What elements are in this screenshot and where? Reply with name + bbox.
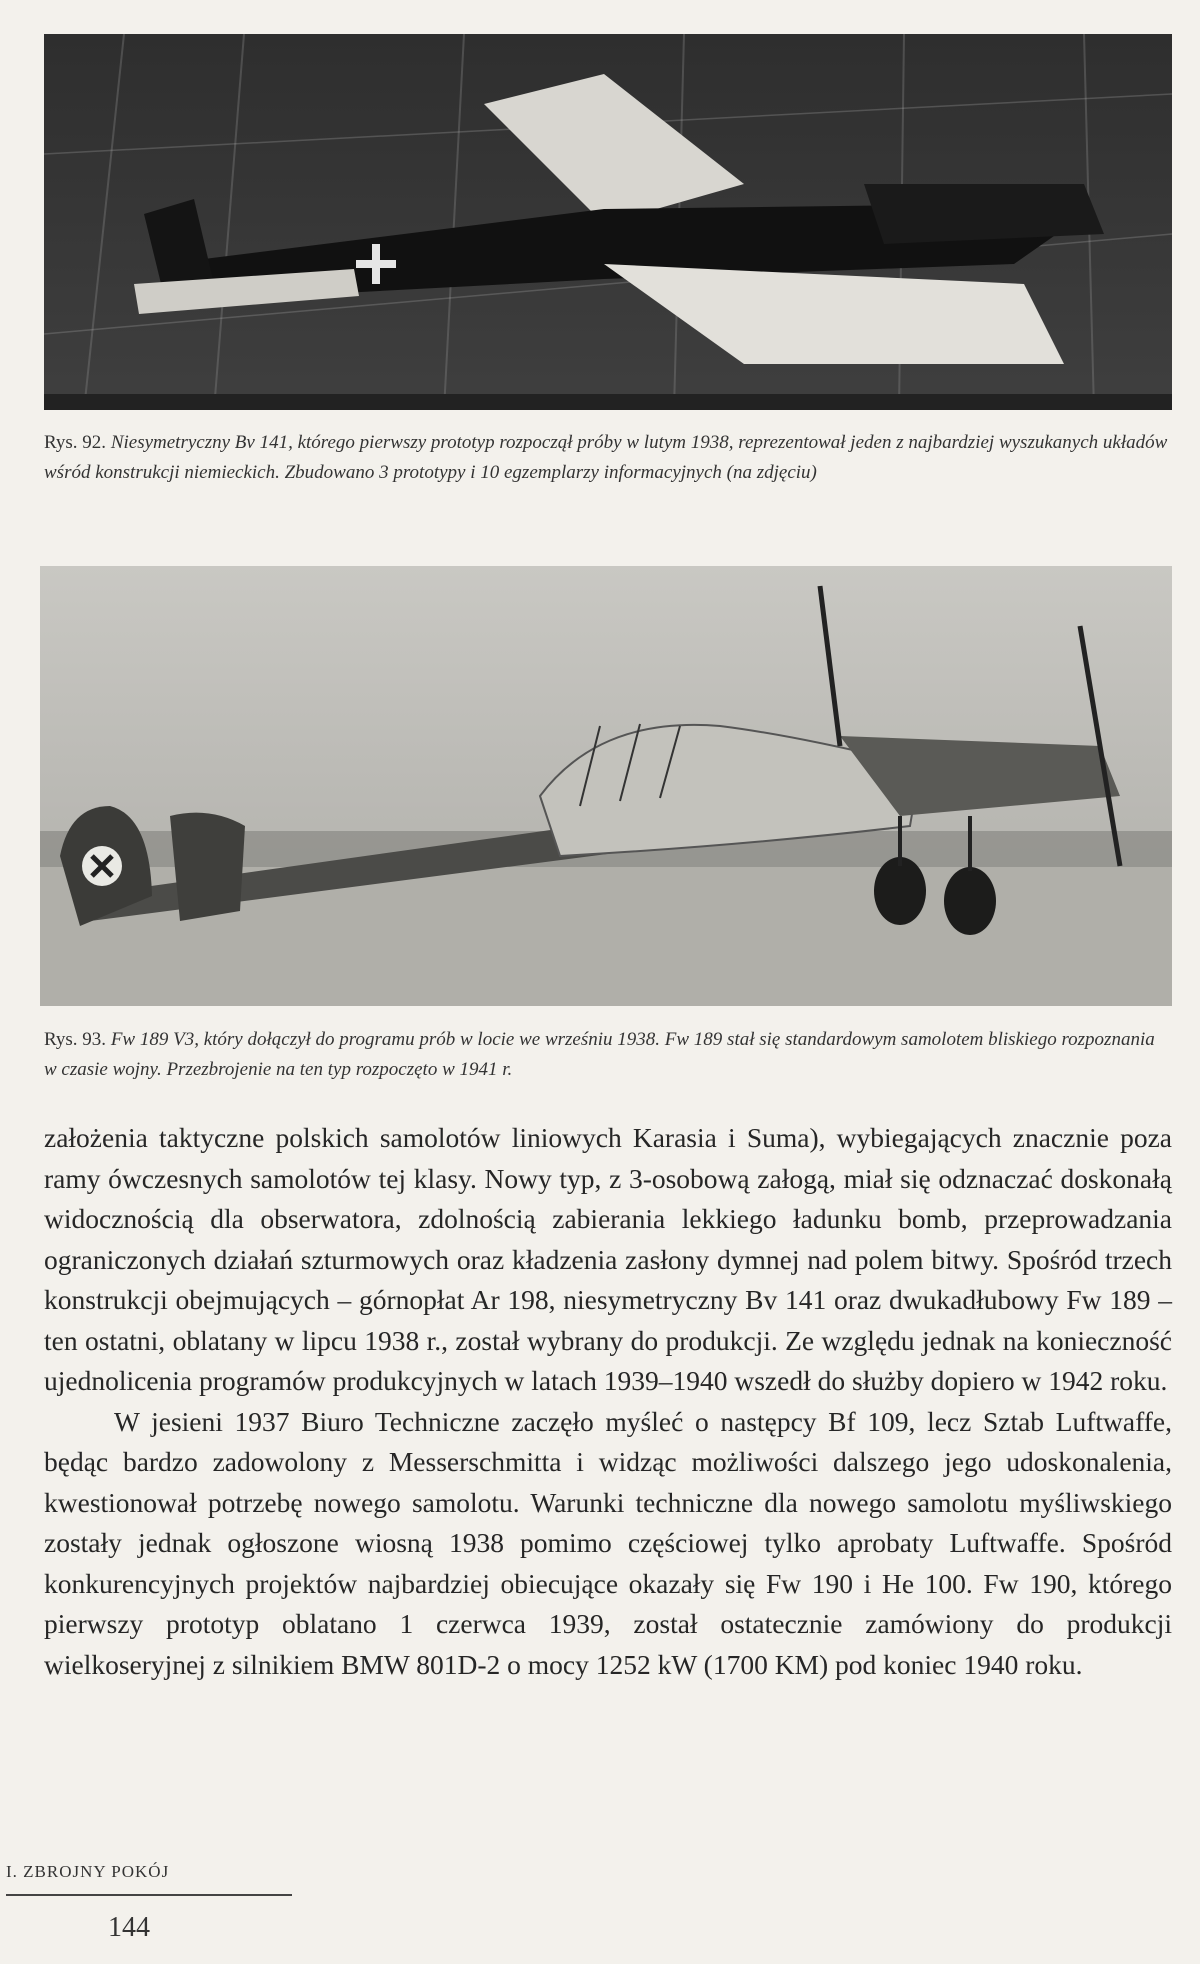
figure-caption-93: [44, 1025, 1172, 1085]
paragraph: założenia taktyczne polskich samolotów liniowych Karasia i Suma), wybiegających znacznie poza ramy ówczesnych samolotów tej klasy. Nowy typ, z 3-osobową załogą, miał się odznaczać doskonałą widocznością dla obserwatora, zdolnością zabierania lekkiego ładunku bomb, przeprowadzania ograniczonych działań szturmowych oraz kładzenia zasłony dymnej nad polem bitwy. Spośród trzech konstrukcji obejmujących – górnopłat Ar 198, niesymetryczny Bv 141 oraz dwukadłubowy Fw 189 – ten ostatni, oblatany w lipcu 1938 r., został wybrany do produkcji. Ze względu jednak na konieczność ujednolicenia programów produkcyjnych w latach 1939–1940 wszedł do służby dopiero w 1942 roku.: [44, 1122, 1172, 1396]
figure-caption-92: [44, 428, 1172, 488]
footer-divider: [6, 1894, 292, 1896]
caption-label: Rys. 92.: [44, 432, 107, 453]
photo-fw189-aircraft: [40, 566, 1172, 1006]
photo-bv141-aircraft: [44, 34, 1172, 410]
caption-text: Niesymetryczny Bv 141, którego pierwszy prototyp rozpoczął próby w lutym 1938, reprezentował jeden z najbardziej wyszukanych układów wśród konstrukcji niemieckich. Zbudowano 3 prototypy i 10 egzemplarzy informacyjnych (na zdjęciu): [44, 432, 1168, 483]
paragraph: W jesieni 1937 Biuro Techniczne zaczęło myśleć o następcy Bf 109, lecz Sztab Luftwaffe, będąc bardzo zadowolony z Messerschmitta i widząc możliwości dalszego jego udoskonalenia, kwestionował potrzebę nowego samolotu. Warunki techniczne dla nowego samolotu myśliwskiego zostały jednak ogłoszone wiosną 1938 pomimo częściowej tylko aprobaty Luftwaffe. Spośród konkurencyjnych projektów najbardziej obiecujące okazały się Fw 190 i He 100. Fw 190, którego pierwszy prototyp oblatano 1 czerwca 1939, został ostatecznie zamówiony do produkcji wielkoseryjnej z silnikiem BMW 801D-2 o mocy 1252 kW (1700 KM) pod koniec 1940 roku.: [44, 1405, 1172, 1680]
caption-text: Fw 189 V3, który dołączył do programu prób w locie we wrześniu 1938. Fw 189 stał się standardowym samolotem bliskiego rozpoznania w czasie wojny. Przezbrojenie na ten typ rozpoczęto w 1941 r.: [44, 1029, 1155, 1080]
section-footer: I. ZBROJNY POKÓJ: [6, 1862, 170, 1881]
body-text: [44, 1118, 1172, 1685]
caption-label: Rys. 93.: [44, 1029, 107, 1050]
page-number: 144: [108, 1912, 150, 1943]
